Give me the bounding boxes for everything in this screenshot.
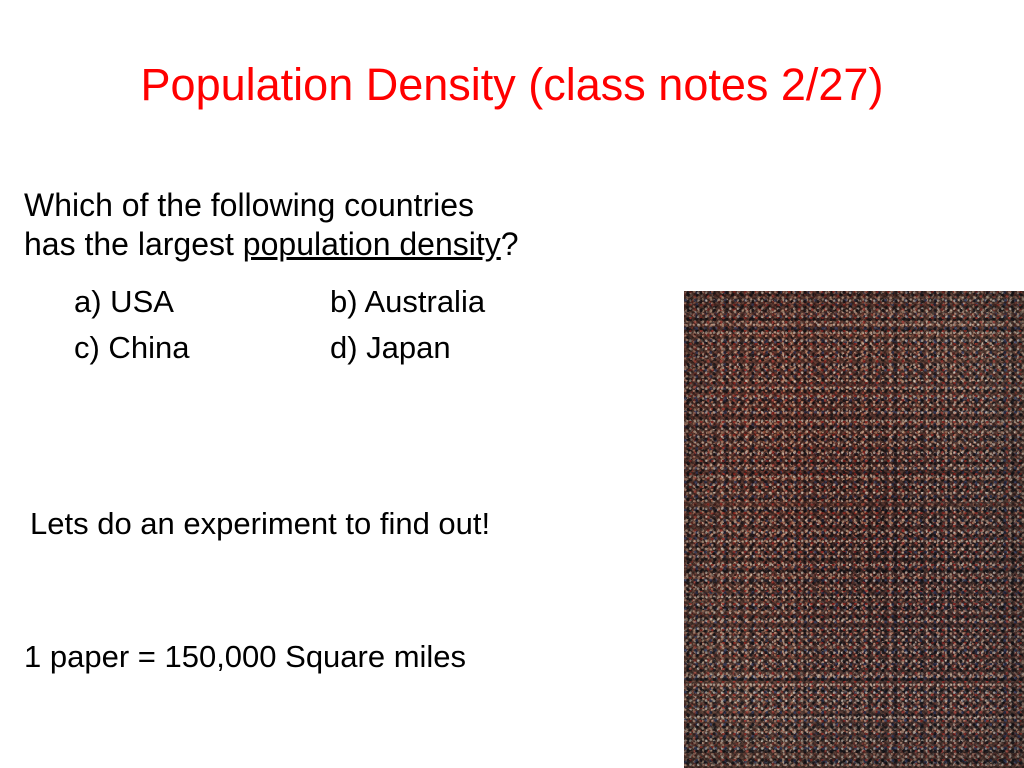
choice-option-c[interactable]: c) China: [74, 329, 190, 365]
choice-option-b[interactable]: b) Australia: [330, 284, 486, 320]
question-emphasis-population-density: population density: [242, 226, 501, 263]
question-line-2: [24, 225, 694, 264]
question-line-1: Which of the following countries: [24, 187, 474, 223]
choice-row: [74, 328, 694, 368]
experiment-text: Lets do an experiment to find out!: [30, 506, 491, 541]
choice-row: [74, 282, 694, 322]
answer-choices: [24, 282, 694, 367]
question-line-2-suffix: ?: [500, 226, 519, 263]
paper-scale-text: 1 paper = 150,000 Square miles: [24, 639, 467, 674]
question-block: [24, 186, 694, 373]
crowd-photo: [684, 291, 1024, 768]
choice-option-a[interactable]: a) USA: [74, 284, 174, 320]
question-line-2-prefix: has the largest: [24, 226, 243, 263]
choice-option-d[interactable]: d) Japan: [330, 329, 451, 365]
page-title: Population Density (class notes 2/27): [140, 59, 884, 110]
question-text: [24, 186, 694, 264]
